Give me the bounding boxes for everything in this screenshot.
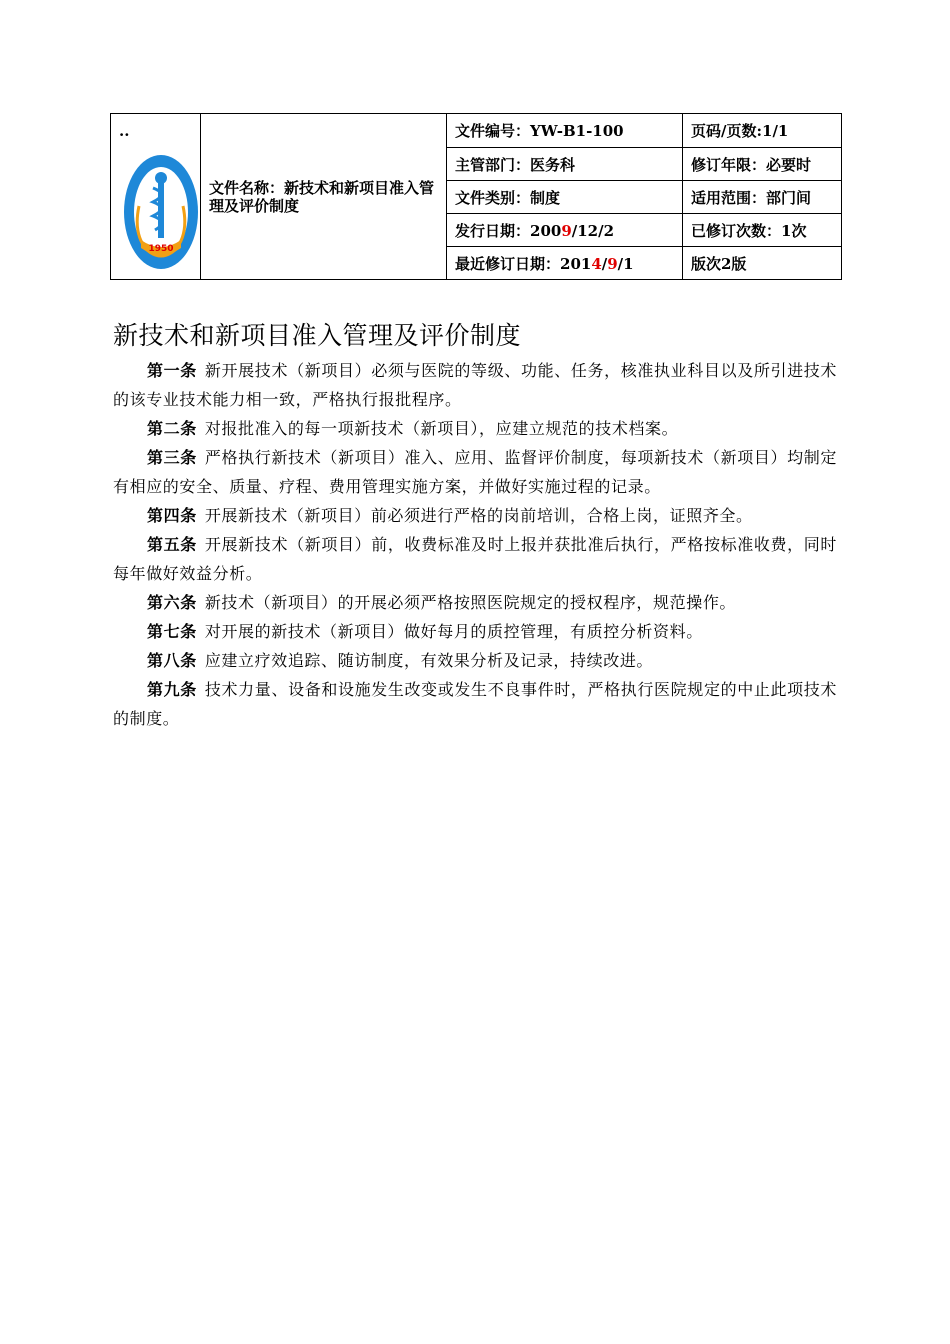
article-number: 第二条 (147, 419, 197, 438)
article-number: 第六条 (147, 593, 197, 612)
logo-year: 1950 (148, 244, 174, 254)
article-number: 第八条 (147, 651, 197, 670)
hospital-logo-icon (123, 154, 199, 270)
file-number: 文件编号：YW-B1-100 (447, 114, 683, 148)
document-title: 新技术和新项目准入管理及评价制度 (113, 321, 522, 350)
article-number: 第三条 (147, 448, 197, 467)
article-text: 对开展的新技术（新项目）做好每月的质控管理，有质控分析资料。 (204, 622, 703, 641)
article-text: 开展新技术（新项目）前，收费标准及时上报并获批准后执行，严格按标准收费，同时每年做好效益分析。 (113, 535, 837, 583)
revision-date-mid: / (601, 254, 608, 273)
header-dots: .. (119, 122, 130, 140)
article-number: 第七条 (147, 622, 197, 641)
revision-period: 修订年限：必要时 (683, 148, 842, 181)
revision-date-red-1: 4 (591, 254, 602, 273)
document-header-table (110, 113, 842, 280)
revision-date-suffix: /1 (617, 254, 634, 273)
article-6 (113, 588, 837, 617)
articles-list (113, 356, 837, 733)
edition: 版次2版 (683, 247, 842, 280)
article-2 (113, 414, 837, 443)
file-category: 文件类别：制度 (447, 181, 683, 214)
article-text: 新技术（新项目）的开展必须严格按照医院规定的授权程序，规范操作。 (204, 593, 737, 612)
revision-date-red-2: 9 (607, 254, 618, 273)
article-number: 第九条 (147, 680, 197, 699)
article-5 (113, 530, 837, 588)
article-text: 应建立疗效追踪、随访制度，有效果分析及记录，持续改进。 (204, 651, 654, 670)
issue-date-red: 9 (561, 221, 572, 240)
article-number: 第五条 (147, 535, 197, 554)
file-name-cell: 文件名称：新技术和新项目准入管理及评价制度 (201, 114, 447, 280)
department: 主管部门：医务科 (447, 148, 683, 181)
article-9 (113, 675, 837, 733)
revision-date-prefix: 最近修订日期：201 (455, 254, 592, 273)
article-text: 新开展技术（新项目）必须与医院的等级、功能、任务，核准执业科目以及所引进技术的该专业技术能力相一致，严格执行报批程序。 (113, 361, 837, 409)
article-1 (113, 356, 837, 414)
revision-count: 已修订次数：1次 (683, 214, 842, 247)
logo-cell (111, 114, 201, 280)
last-revision-date (447, 247, 683, 280)
article-4 (113, 501, 837, 530)
article-number: 第四条 (147, 506, 197, 525)
article-text: 严格执行新技术（新项目）准入、应用、监督评价制度，每项新技术（新项目）均制定有相应的安全、质量、疗程、费用管理实施方案，并做好实施过程的记录。 (113, 448, 837, 496)
article-8 (113, 646, 837, 675)
article-7 (113, 617, 837, 646)
scope: 适用范围：部门间 (683, 181, 842, 214)
issue-date-prefix: 发行日期：200 (455, 221, 562, 240)
article-number: 第一条 (147, 361, 197, 380)
issue-date (447, 214, 683, 247)
article-text: 开展新技术（新项目）前必须进行严格的岗前培训，合格上岗，证照齐全。 (204, 506, 753, 525)
article-3 (113, 443, 837, 501)
issue-date-suffix: /12/2 (571, 221, 615, 240)
article-text: 技术力量、设备和设施发生改变或发生不良事件时，严格执行医院规定的中止此项技术的制度。 (113, 680, 837, 728)
page-count: 页码/页数:1/1 (683, 114, 842, 148)
article-text: 对报批准入的每一项新技术（新项目），应建立规范的技术档案。 (204, 419, 679, 438)
